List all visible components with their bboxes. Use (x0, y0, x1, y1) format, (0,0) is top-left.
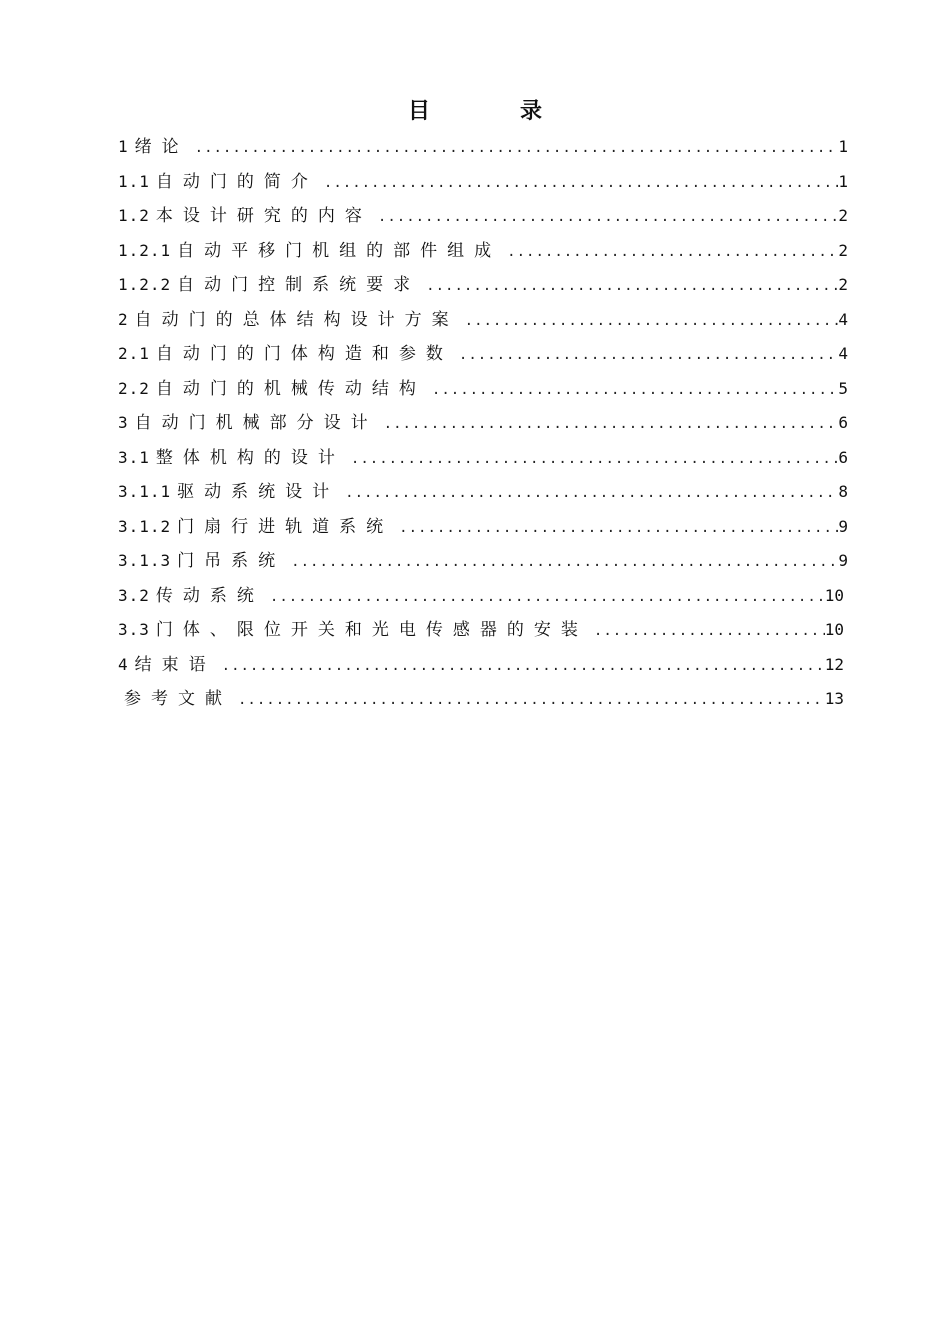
toc-entry-page: 12 (824, 654, 844, 674)
toc-entry-number: 1.2 (118, 206, 150, 225)
toc-entry-title: 门吊系统 (177, 551, 286, 571)
toc-entry-page: 9 (838, 516, 848, 536)
toc-entry[interactable] (118, 648, 848, 683)
toc-entry-page: 6 (838, 413, 848, 432)
toc-entry-page: 2 (838, 240, 848, 260)
toc-entry[interactable] (118, 510, 848, 545)
toc-entry-title: 门扇行进轨道系统 (177, 516, 394, 537)
toc-entry-page: 8 (838, 482, 848, 501)
toc-entry-number: 3.3 (118, 620, 150, 639)
toc-entry[interactable] (118, 234, 848, 269)
toc-entry[interactable] (118, 682, 848, 717)
toc-leader-dots (339, 476, 838, 510)
toc-leader-dots (453, 338, 838, 372)
toc-entry[interactable] (118, 613, 848, 648)
toc-entry[interactable] (118, 475, 848, 510)
toc-entry[interactable] (118, 337, 848, 372)
toc-entry-title: 自动门机械部分设计 (134, 413, 378, 433)
toc-entry-number: 3 (118, 413, 129, 432)
toc-entry[interactable] (118, 579, 848, 614)
toc-leader-dots (216, 649, 825, 683)
toc-entry-title: 驱动系统设计 (177, 482, 340, 502)
toc-entry-title: 传动系统 (155, 585, 264, 606)
toc-entry-page: 4 (838, 344, 848, 363)
toc-entry[interactable] (118, 544, 848, 579)
toc-entry-title: 参考文献 (124, 689, 232, 709)
page-title: 目 录 (407, 99, 576, 124)
toc-entry-number: 4 (118, 654, 129, 674)
toc-entry-number: 3.1.3 (118, 551, 172, 570)
toc-leader-dots (420, 269, 838, 303)
toc-entry[interactable] (118, 406, 848, 441)
toc-entry-title: 自动门的机械传动结构 (155, 378, 426, 399)
toc-entry-number: 2 (118, 309, 129, 329)
toc-entry-page: 10 (824, 585, 844, 605)
toc-entry-page: 1 (838, 137, 848, 156)
toc-list (118, 130, 848, 717)
toc-entry[interactable] (118, 268, 848, 303)
toc-entry-number: 1.2.2 (118, 275, 172, 294)
toc-leader-dots (393, 511, 838, 545)
toc-entry-number: 2.1 (118, 344, 150, 363)
toc-entry-title: 自动门控制系统要求 (177, 275, 421, 295)
toc-leader-dots (459, 304, 839, 338)
toc-entry-number: 1 (118, 137, 129, 156)
toc-leader-dots (345, 442, 838, 476)
toc-leader-dots (426, 373, 838, 407)
toc-entry-page: 2 (838, 206, 848, 225)
toc-entry-title: 自动门的总体结构设计方案 (134, 309, 459, 330)
toc-entry-page: 5 (838, 378, 848, 398)
toc-leader-dots (501, 235, 838, 269)
toc-entry-title: 绪论 (134, 137, 189, 157)
toc-entry-title: 自动平移门机组的部件组成 (177, 240, 502, 261)
toc-leader-dots (372, 200, 838, 234)
toc-entry-page: 10 (824, 620, 844, 639)
toc-entry-title: 整体机构的设计 (155, 447, 345, 468)
toc-entry-page: 13 (824, 689, 844, 708)
toc-entry[interactable] (118, 130, 848, 165)
toc-entry-page: 6 (838, 447, 848, 467)
toc-entry-title: 门体、限位开关和光电传感器的安装 (155, 620, 588, 640)
toc-entry[interactable] (118, 441, 848, 476)
toc-entry-number: 1.2.1 (118, 240, 172, 260)
toc-entry[interactable] (118, 372, 848, 407)
toc-entry[interactable] (118, 165, 848, 200)
toc-entry-title: 结束语 (134, 654, 216, 675)
toc-entry-title: 本设计研究的内容 (155, 206, 372, 226)
toc-entry[interactable] (118, 303, 848, 338)
toc-leader-dots (378, 407, 839, 441)
toc-leader-dots (232, 683, 825, 717)
toc-entry-number: 3.1 (118, 447, 150, 467)
toc-entry-number: 3.2 (118, 585, 150, 605)
toc-entry-page: 1 (838, 171, 848, 191)
toc-entry-title: 自动门的简介 (155, 171, 318, 192)
toc-entry[interactable] (118, 199, 848, 234)
toc-entry-page: 2 (838, 275, 848, 294)
toc-entry-page: 9 (838, 551, 848, 570)
toc-entry-number: 1.1 (118, 171, 150, 191)
toc-leader-dots (588, 614, 825, 648)
toc-leader-dots (285, 545, 838, 579)
toc-entry-number: 3.1.2 (118, 516, 172, 536)
toc-leader-dots (189, 131, 839, 165)
toc-entry-title: 自动门的门体构造和参数 (155, 344, 453, 364)
toc-entry-page: 4 (838, 309, 848, 329)
toc-entry-number: 2.2 (118, 378, 150, 398)
toc-entry-number: 3.1.1 (118, 482, 172, 501)
toc-leader-dots (318, 166, 838, 200)
toc-leader-dots (264, 580, 825, 614)
